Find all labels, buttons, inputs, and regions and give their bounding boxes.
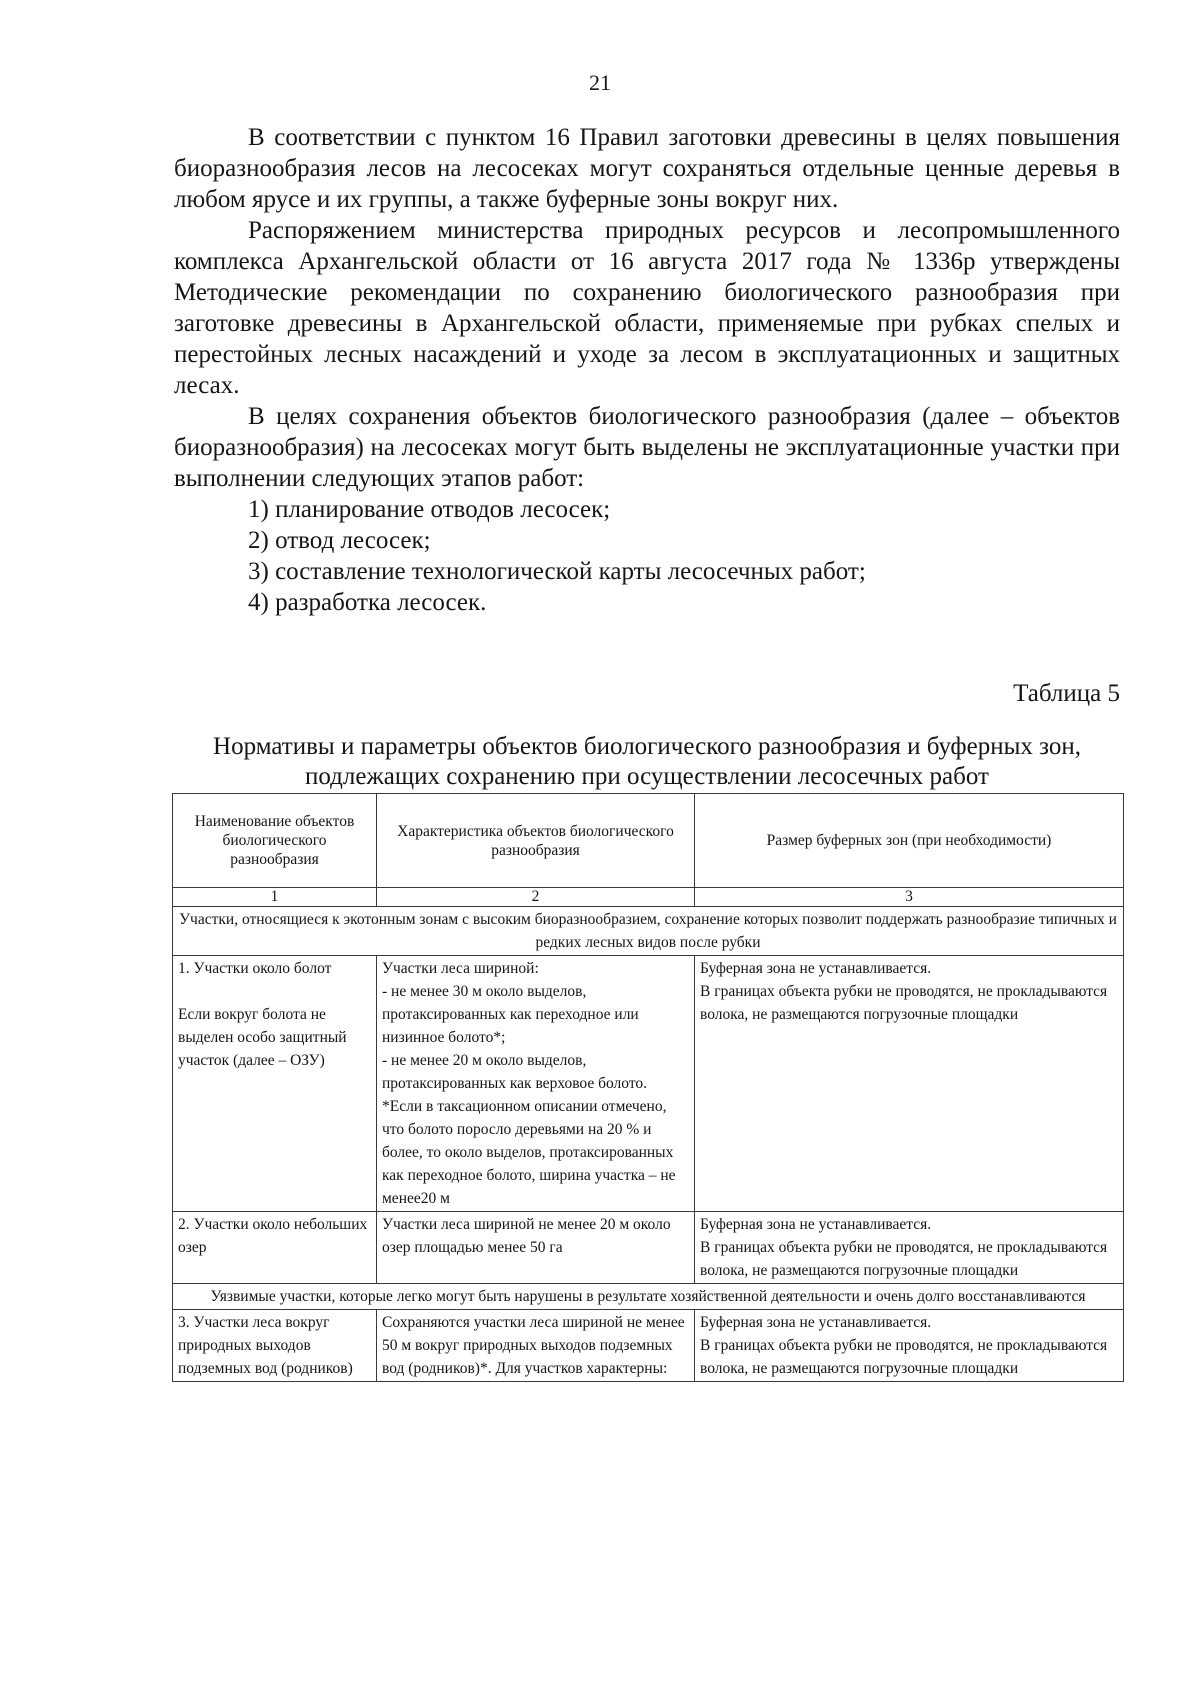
column-number: 1: [173, 888, 377, 907]
table-header-row: [173, 794, 1124, 888]
section-heading: Участки, относящиеся к экотонным зонам с высоким биоразнообразием, сохранение которых позволит поддержать разнообразие типичных и редких лесных видов после рубки: [173, 907, 1124, 956]
buffer-zone-cell: [695, 956, 1124, 1212]
table-title: Нормативы и параметры объектов биологического разнообразия и буферных зон, подлежащих сохранению при осуществлении лесосечных работ: [213, 733, 1081, 790]
object-name: 1. Участки около болот: [178, 960, 332, 977]
object-name-cell: 3. Участки леса вокруг природных выходов подземных вод (родников): [173, 1310, 377, 1382]
buffer-zone-line: В границах объекта рубки не проводятся, не прокладываются волока, не размещаются погрузочные площадки: [700, 1337, 1108, 1377]
body-text: [174, 122, 1120, 618]
characteristic-cell: Сохраняются участки леса шириной не менее 50 м вокруг природных выходов подземных вод (родников)*. Для участков характерны:: [377, 1310, 695, 1382]
norms-table: [172, 793, 1124, 1382]
header-characteristic: Характеристика объектов биологического разнообразия: [377, 794, 695, 888]
paragraph: Распоряжением министерства природных ресурсов и лесопромышленного комплекса Архангельской области от 16 августа 2017 года № 1336р утверждены Методические рекомендации по сохранению биологического разнообразия при заготовке древесины в Архангельской области, применяемые при рубках спелых и перестойных лесных насаждений и уходе за лесом в эксплуатационных и защитных лесах.: [174, 217, 1120, 399]
paragraph: В соответствии с пунктом 16 Правил заготовки древесины в целях повышения биоразнообразия лесов на лесосеках могут сохраняться отдельные ценные деревья в любом ярусе и их группы, а также буферные зоны вокруг них.: [174, 124, 1120, 213]
buffer-zone-line: В границах объекта рубки не проводятся, не прокладываются волока, не размещаются погрузочные площадки: [700, 983, 1108, 1023]
buffer-zone-line: Буферная зона не устанавливается.: [700, 960, 932, 977]
buffer-zone-cell: [695, 1310, 1124, 1382]
table-row: [173, 1212, 1124, 1284]
object-name-note: Если вокруг болота не выделен особо защитный участок (далее – ОЗУ): [178, 1006, 347, 1069]
spacer: [178, 980, 371, 1003]
work-stage-item: 3) составление технологической карты лесосечных работ;: [248, 558, 866, 585]
table-row: [173, 1310, 1124, 1382]
characteristic-footnote: *Если в таксационном описании отмечено, что болото поросло деревьями на 20 % и более, то около выделов, протаксированных как переходное болото, ширина участка – не менее20 м: [382, 1098, 676, 1207]
work-stage-item: 4) разработка лесосек.: [248, 589, 487, 616]
buffer-zone-line: В границах объекта рубки не проводятся, не прокладываются волока, не размещаются погрузочные площадки: [700, 1239, 1108, 1279]
object-name-cell: [173, 956, 377, 1212]
characteristic-cell: Участки леса шириной не менее 20 м около озер площадью менее 50 га: [377, 1212, 695, 1284]
object-name-cell: 2. Участки около небольших озер: [173, 1212, 377, 1284]
column-number: 3: [695, 888, 1124, 907]
page-number: 21: [589, 70, 611, 95]
work-stage-item: 2) отвод лесосек;: [248, 527, 431, 554]
section-heading: Уязвимые участки, которые легко могут быть нарушены в результате хозяйственной деятельности и очень долго восстанавливаются: [173, 1284, 1124, 1310]
table-section-row: [173, 1284, 1124, 1310]
characteristic-line: - не менее 30 м около выделов, протаксированных как переходное или низинное болото*;: [382, 983, 639, 1046]
characteristic-cell: [377, 956, 695, 1212]
column-number: 2: [377, 888, 695, 907]
characteristic-line: - не менее 20 м около выделов, протаксированных как верховое болото.: [382, 1052, 648, 1092]
header-buffer-size: Размер буферных зон (при необходимости): [695, 794, 1124, 888]
buffer-zone-line: Буферная зона не устанавливается.: [700, 1216, 932, 1233]
buffer-zone-line: Буферная зона не устанавливается.: [700, 1314, 932, 1331]
table-label: Таблица 5: [1013, 680, 1120, 707]
column-number-row: [173, 888, 1124, 907]
table-row: [173, 956, 1124, 1212]
buffer-zone-cell: [695, 1212, 1124, 1284]
paragraph: В целях сохранения объектов биологического разнообразия (далее – объектов биоразнообразия) на лесосеках могут быть выделены не эксплуатационные участки при выполнении следующих этапов работ:: [174, 403, 1120, 492]
characteristic-line: Участки леса шириной:: [382, 960, 539, 977]
work-stage-item: 1) планирование отводов лесосек;: [248, 496, 611, 523]
table-section-row: [173, 907, 1124, 956]
header-object-name: Наименование объектов биологического разнообразия: [173, 794, 377, 888]
